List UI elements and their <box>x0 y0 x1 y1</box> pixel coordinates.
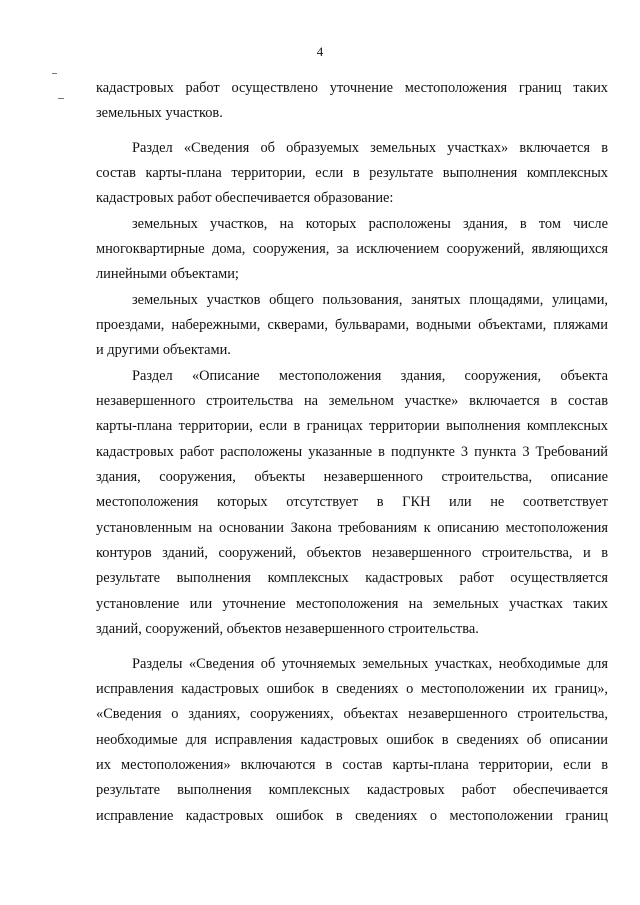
text-line: результате выполнения комплексных кадастровых работ обеспечивается <box>96 782 608 798</box>
page-number: 4 <box>316 44 324 59</box>
text-line: установление или уточнение местоположения на земельных участках таких <box>96 596 608 612</box>
text-line: незавершенного строительства на земельном участке» включается в состав <box>96 393 608 409</box>
text-line: контуров зданий, сооружений, объектов незавершенного строительства, и в <box>96 545 608 561</box>
text-line: кадастровых работ осуществлено уточнение местоположения границ таких <box>96 80 608 96</box>
text-line: кадастровых работ расположены указанные в подпункте 3 пункта 3 Требований <box>96 444 608 460</box>
text-line: необходимые для исправления кадастровых ошибок в сведениях об описании <box>96 732 608 748</box>
text-line: их местоположения» включаются в состав карты-плана территории, если в <box>96 757 608 773</box>
text-line: линейными объектами; <box>96 266 239 282</box>
scan-mark <box>58 98 64 99</box>
text-line: Раздел «Описание местоположения здания, сооружения, объекта <box>132 368 608 384</box>
text-line: Раздел «Сведения об образуемых земельных участках» включается в <box>132 140 608 156</box>
text-line: кадастровых работ обеспечивается образование: <box>96 190 394 206</box>
text-line: и другими объектами. <box>96 342 231 358</box>
text-line: «Сведения о зданиях, сооружениях, объектах незавершенного строительства, <box>96 706 608 722</box>
text-line: исправления кадастровых ошибок в сведениях о местоположении их границ», <box>96 681 608 697</box>
text-line: состав карты-плана территории, если в результате выполнения комплексных <box>96 165 608 181</box>
text-line: местоположения которых отсутствует в ГКН или не соответствует <box>96 494 608 510</box>
text-line: исправление кадастровых ошибок в сведениях о местоположении границ <box>96 808 608 824</box>
text-line: земельных участков. <box>96 105 223 121</box>
text-line: многоквартирные дома, сооружения, за исключением сооружений, являющихся <box>96 241 608 257</box>
text-line: проездами, набережными, скверами, бульварами, водными объектами, пляжами <box>96 317 608 333</box>
text-line: результате выполнения комплексных кадастровых работ осуществляется <box>96 570 608 586</box>
text-line: здания, сооружения, объекты незавершенного строительства, описание <box>96 469 608 485</box>
text-line: зданий, сооружений, объектов незавершенного строительства. <box>96 621 479 637</box>
text-line: карты-плана территории, если в границах территории выполнения комплексных <box>96 418 608 434</box>
text-line: Разделы «Сведения об уточняемых земельных участках, необходимые для <box>132 656 608 672</box>
text-line: земельных участков общего пользования, занятых площадями, улицами, <box>132 292 608 308</box>
text-line: земельных участков, на которых расположены здания, в том числе <box>132 216 608 232</box>
text-line: установленным на основании Закона требованиям к описанию местоположения <box>96 520 608 536</box>
scan-mark <box>52 73 57 74</box>
